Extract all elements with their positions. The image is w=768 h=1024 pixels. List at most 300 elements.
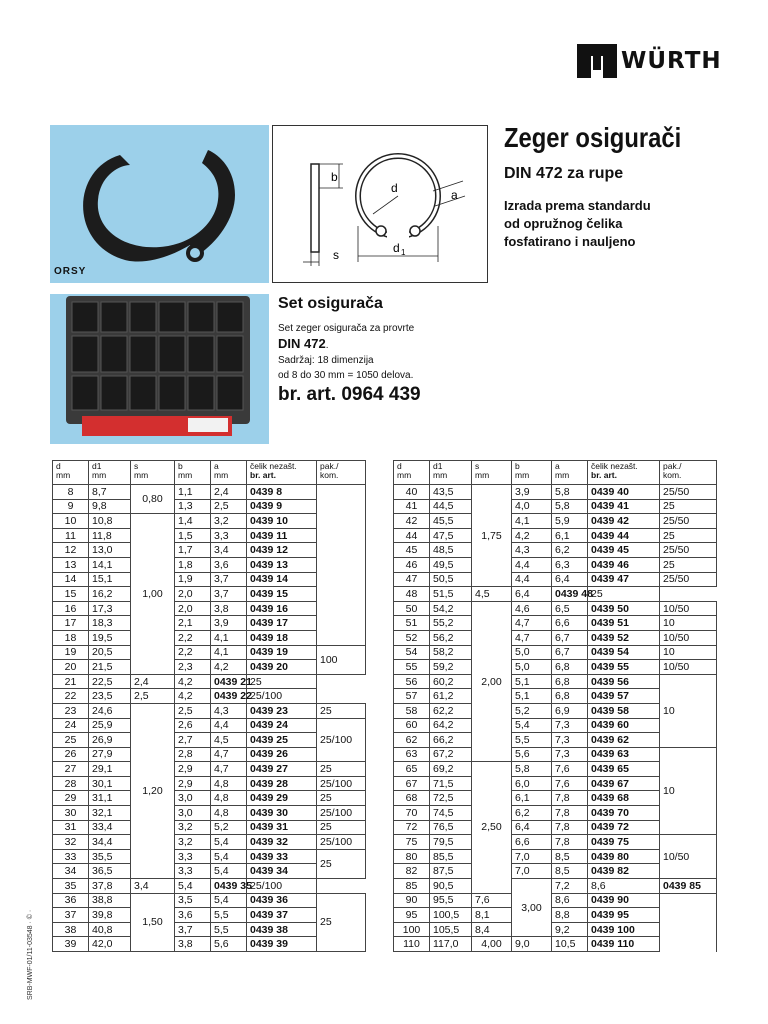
cell-a: 6,7 bbox=[552, 630, 588, 645]
cell-b: 5,5 bbox=[512, 733, 552, 748]
cell-art: 0439 16 bbox=[247, 601, 317, 616]
set-article-number: br. art. 0964 439 bbox=[278, 384, 421, 405]
cell-a: 6,1 bbox=[552, 528, 588, 543]
cell-a: 8,5 bbox=[552, 849, 588, 864]
cell-d1: 74,5 bbox=[430, 806, 472, 821]
column-header bbox=[552, 461, 588, 485]
column-header-unit: kom. bbox=[663, 470, 682, 480]
cell-a: 6,9 bbox=[552, 703, 588, 718]
cell-art: 0439 41 bbox=[588, 499, 660, 514]
set-line: od 8 do 30 mm = 1050 delova. bbox=[278, 370, 414, 381]
cell-art: 0439 58 bbox=[588, 703, 660, 718]
cell-d1: 85,5 bbox=[430, 849, 472, 864]
cell-s: 3,00 bbox=[512, 879, 552, 937]
column-header-unit: br. art. bbox=[591, 470, 617, 480]
cell-d: 34 bbox=[53, 864, 89, 879]
cell-b: 5,1 bbox=[512, 674, 552, 689]
cell-a: 4,8 bbox=[211, 806, 247, 821]
cell-d1: 45,5 bbox=[430, 514, 472, 529]
cell-d1: 23,5 bbox=[89, 689, 131, 704]
cell-d1: 24,6 bbox=[89, 703, 131, 718]
column-header bbox=[430, 461, 472, 485]
cell-pak: 25/50 bbox=[660, 572, 717, 587]
cell-art: 0439 27 bbox=[247, 762, 317, 777]
cell-pak: 25/100 bbox=[247, 879, 317, 894]
cell-b: 6,1 bbox=[512, 791, 552, 806]
set-din-suffix: . bbox=[325, 340, 329, 351]
cell-d1: 14,1 bbox=[89, 557, 131, 572]
cell-d1: 18,3 bbox=[89, 616, 131, 631]
cell-d: 58 bbox=[394, 703, 430, 718]
cell-d: 75 bbox=[394, 835, 430, 850]
cell-d: 23 bbox=[53, 703, 89, 718]
cell-b: 4,7 bbox=[512, 630, 552, 645]
cell-art: 0439 24 bbox=[247, 718, 317, 733]
table-header-row bbox=[53, 461, 366, 485]
column-header bbox=[512, 461, 552, 485]
cell-a: 6,8 bbox=[552, 689, 588, 704]
cell-d: 68 bbox=[394, 791, 430, 806]
cell-d: 40 bbox=[394, 485, 430, 500]
cell-d1: 76,5 bbox=[430, 820, 472, 835]
column-header bbox=[247, 461, 317, 485]
cell-d: 54 bbox=[394, 645, 430, 660]
cell-d1: 34,4 bbox=[89, 835, 131, 850]
column-header-label: a bbox=[214, 461, 219, 471]
column-header-label: pak./ bbox=[663, 461, 682, 471]
cell-s: 2,50 bbox=[472, 762, 512, 893]
cell-pak: 10/50 bbox=[660, 835, 717, 879]
table-row bbox=[53, 835, 366, 850]
cell-b: 2,9 bbox=[175, 776, 211, 791]
cell-a: 4,4 bbox=[211, 718, 247, 733]
cell-a: 6,7 bbox=[552, 645, 588, 660]
cell-d: 8 bbox=[53, 485, 89, 500]
cell-art: 0439 62 bbox=[588, 733, 660, 748]
cell-d: 100 bbox=[394, 922, 430, 937]
cell-d1: 44,5 bbox=[430, 499, 472, 514]
cell-d1: 58,2 bbox=[430, 645, 472, 660]
cell-d: 90 bbox=[394, 893, 430, 908]
column-header-label: s bbox=[475, 461, 480, 471]
cell-d1: 15,1 bbox=[89, 572, 131, 587]
cell-b: 3,8 bbox=[175, 937, 211, 952]
column-header bbox=[472, 461, 512, 485]
cell-art: 0439 11 bbox=[247, 528, 317, 543]
cell-d: 29 bbox=[53, 791, 89, 806]
cell-b: 8,4 bbox=[472, 922, 512, 937]
cell-d1: 25,9 bbox=[89, 718, 131, 733]
column-header-label: d1 bbox=[433, 461, 443, 471]
cell-a: 3,2 bbox=[211, 514, 247, 529]
cell-d: 17 bbox=[53, 616, 89, 631]
cell-d1: 105,5 bbox=[430, 922, 472, 937]
cell-a: 5,2 bbox=[211, 820, 247, 835]
cell-d1: 56,2 bbox=[430, 630, 472, 645]
description-line: od opružnog čelika bbox=[504, 216, 623, 231]
set-din-code: DIN 472 bbox=[278, 336, 326, 351]
cell-a: 7,3 bbox=[552, 718, 588, 733]
cell-art: 0439 29 bbox=[247, 791, 317, 806]
table-row bbox=[53, 674, 366, 689]
cell-art: 0439 35 bbox=[211, 879, 247, 894]
cell-d1: 36,5 bbox=[89, 864, 131, 879]
cell-b: 4,4 bbox=[512, 557, 552, 572]
cell-s: 1,00 bbox=[131, 514, 175, 675]
cell-d1: 9,8 bbox=[89, 499, 131, 514]
cell-d1: 71,5 bbox=[430, 776, 472, 791]
cell-a: 5,5 bbox=[211, 908, 247, 923]
cell-d1: 50,5 bbox=[430, 572, 472, 587]
table-row bbox=[53, 762, 366, 777]
cell-d1: 26,9 bbox=[89, 733, 131, 748]
cell-d1: 60,2 bbox=[430, 674, 472, 689]
column-header-unit: mm bbox=[134, 470, 149, 480]
cell-a: 6,8 bbox=[552, 674, 588, 689]
cell-pak: 10/50 bbox=[660, 630, 717, 645]
cell-a: 4,5 bbox=[211, 733, 247, 748]
cell-a: 4,3 bbox=[211, 703, 247, 718]
set-line: Set zeger osigurača za provrte bbox=[278, 323, 415, 334]
column-header-unit: mm bbox=[178, 470, 193, 480]
column-header-unit: mm bbox=[214, 470, 229, 480]
cell-a: 7,8 bbox=[552, 806, 588, 821]
label-s: s bbox=[333, 248, 339, 262]
cell-a: 6,2 bbox=[552, 543, 588, 558]
cell-d1: 31,1 bbox=[89, 791, 131, 806]
cell-a: 8,5 bbox=[552, 864, 588, 879]
table-row bbox=[53, 645, 366, 660]
cell-b: 2,1 bbox=[175, 616, 211, 631]
cell-a: 4,8 bbox=[211, 776, 247, 791]
cell-b: 5,6 bbox=[512, 747, 552, 762]
cell-d: 14 bbox=[53, 572, 89, 587]
column-header-unit: mm bbox=[433, 470, 448, 480]
cell-b: 9,0 bbox=[512, 937, 552, 952]
cell-d: 35 bbox=[53, 879, 89, 894]
cell-art: 0439 100 bbox=[588, 922, 660, 937]
cell-a: 3,9 bbox=[211, 616, 247, 631]
column-header-unit: br. art. bbox=[250, 470, 276, 480]
cell-d1: 11,8 bbox=[89, 528, 131, 543]
product-description bbox=[504, 197, 651, 251]
cell-b: 6,6 bbox=[512, 835, 552, 850]
cell-d: 67 bbox=[394, 776, 430, 791]
column-header bbox=[131, 461, 175, 485]
cell-art: 0439 75 bbox=[588, 835, 660, 850]
column-header-label: a bbox=[555, 461, 560, 471]
cell-d: 82 bbox=[394, 864, 430, 879]
column-header bbox=[660, 461, 717, 485]
table-row bbox=[394, 528, 717, 543]
cell-a: 9,2 bbox=[552, 922, 588, 937]
cell-a: 7,3 bbox=[552, 747, 588, 762]
cell-d: 51 bbox=[394, 616, 430, 631]
cell-b: 2,7 bbox=[175, 733, 211, 748]
cell-art: 0439 20 bbox=[247, 660, 317, 675]
cell-a: 5,5 bbox=[211, 922, 247, 937]
cell-d1: 8,7 bbox=[89, 485, 131, 500]
cell-d: 11 bbox=[53, 528, 89, 543]
cell-d1: 51,5 bbox=[430, 587, 472, 602]
product-standard: DIN 472 za rupe bbox=[504, 165, 624, 182]
cell-d1: 95,5 bbox=[430, 893, 472, 908]
page-title: Zeger osigurači bbox=[504, 122, 682, 153]
table-row bbox=[53, 849, 366, 864]
cell-b: 3,3 bbox=[175, 864, 211, 879]
cell-d: 13 bbox=[53, 557, 89, 572]
cell-pak: 10 bbox=[660, 674, 717, 747]
cell-a: 8,6 bbox=[552, 893, 588, 908]
cell-d1: 54,2 bbox=[430, 601, 472, 616]
cell-pak: 25/100 bbox=[317, 835, 366, 850]
cell-art: 0439 10 bbox=[247, 514, 317, 529]
cell-d: 65 bbox=[394, 762, 430, 777]
cell-d: 110 bbox=[394, 937, 430, 952]
cell-art: 0439 48 bbox=[552, 587, 588, 602]
cell-a: 3,6 bbox=[211, 557, 247, 572]
cell-b: 3,7 bbox=[175, 922, 211, 937]
cell-a: 8,8 bbox=[552, 908, 588, 923]
table-row bbox=[394, 660, 717, 675]
cell-s: 1,50 bbox=[131, 893, 175, 951]
table-body bbox=[53, 485, 366, 952]
cell-b: 3,5 bbox=[175, 893, 211, 908]
label-a: a bbox=[451, 188, 458, 202]
column-header bbox=[317, 461, 366, 485]
label-b: b bbox=[331, 170, 338, 184]
cell-d: 57 bbox=[394, 689, 430, 704]
table-row bbox=[53, 689, 366, 704]
cell-b: 7,0 bbox=[512, 849, 552, 864]
cell-b: 4,5 bbox=[472, 587, 512, 602]
cell-art: 0439 13 bbox=[247, 557, 317, 572]
cell-art: 0439 23 bbox=[247, 703, 317, 718]
cell-art: 0439 18 bbox=[247, 630, 317, 645]
cell-b: 5,0 bbox=[512, 645, 552, 660]
cell-d1: 66,2 bbox=[430, 733, 472, 748]
technical-drawing bbox=[272, 125, 488, 283]
label-d: d bbox=[391, 181, 398, 195]
cell-b: 2,9 bbox=[175, 762, 211, 777]
cell-d: 80 bbox=[394, 849, 430, 864]
cell-a: 5,4 bbox=[211, 835, 247, 850]
cell-b: 3,9 bbox=[512, 485, 552, 500]
cell-a: 5,8 bbox=[552, 499, 588, 514]
cell-a: 5,8 bbox=[552, 485, 588, 500]
cell-art: 0439 63 bbox=[588, 747, 660, 762]
cell-s: 4,00 bbox=[472, 937, 512, 952]
cell-pak: 25 bbox=[317, 791, 366, 806]
table-row bbox=[394, 601, 717, 616]
assortment-box-icon bbox=[50, 294, 269, 444]
cell-art: 0439 8 bbox=[247, 485, 317, 500]
cell-d1: 62,2 bbox=[430, 703, 472, 718]
cell-b: 8,1 bbox=[472, 908, 512, 923]
cell-art: 0439 44 bbox=[588, 528, 660, 543]
cell-art: 0439 46 bbox=[588, 557, 660, 572]
cell-art: 0439 80 bbox=[588, 849, 660, 864]
cell-a: 6,5 bbox=[552, 601, 588, 616]
cell-d: 52 bbox=[394, 630, 430, 645]
cell-a: 5,4 bbox=[211, 864, 247, 879]
cell-art: 0439 21 bbox=[211, 674, 247, 689]
cell-d1: 61,2 bbox=[430, 689, 472, 704]
table-row bbox=[53, 718, 366, 733]
table-row bbox=[53, 791, 366, 806]
column-header bbox=[175, 461, 211, 485]
cell-b: 3,4 bbox=[131, 879, 175, 894]
cell-art: 0439 42 bbox=[588, 514, 660, 529]
cell-b: 2,8 bbox=[175, 747, 211, 762]
cell-b: 2,5 bbox=[175, 703, 211, 718]
cell-d1: 48,5 bbox=[430, 543, 472, 558]
cell-art: 0439 17 bbox=[247, 616, 317, 631]
cell-a: 7,8 bbox=[552, 791, 588, 806]
cell-a: 6,3 bbox=[552, 557, 588, 572]
cell-a: 6,4 bbox=[512, 587, 552, 602]
cell-art: 0439 110 bbox=[588, 937, 660, 952]
cell-art: 0439 32 bbox=[247, 835, 317, 850]
cell-d: 44 bbox=[394, 528, 430, 543]
cell-a: 7,6 bbox=[552, 762, 588, 777]
cell-art: 0439 33 bbox=[247, 849, 317, 864]
cell-b: 3,0 bbox=[175, 791, 211, 806]
ring-drawing-icon bbox=[273, 126, 487, 282]
table-row bbox=[394, 747, 717, 762]
column-header bbox=[211, 461, 247, 485]
cell-b: 1,9 bbox=[175, 572, 211, 587]
cell-art: 0439 72 bbox=[588, 820, 660, 835]
table-row bbox=[394, 572, 717, 587]
table-row bbox=[394, 893, 717, 908]
wurth-logo-icon bbox=[577, 44, 617, 78]
cell-d: 33 bbox=[53, 849, 89, 864]
cell-d: 32 bbox=[53, 835, 89, 850]
table-row bbox=[394, 543, 717, 558]
cell-art: 0439 9 bbox=[247, 499, 317, 514]
cell-b: 1,8 bbox=[175, 557, 211, 572]
cell-d1: 64,2 bbox=[430, 718, 472, 733]
cell-b: 4,0 bbox=[512, 499, 552, 514]
cell-art: 0439 39 bbox=[247, 937, 317, 952]
side-code: SRB-MWF-01/11-03548 · © · bbox=[27, 909, 34, 1000]
cell-art: 0439 25 bbox=[247, 733, 317, 748]
cell-b: 5,1 bbox=[512, 689, 552, 704]
cell-d: 46 bbox=[394, 557, 430, 572]
cell-d1: 29,1 bbox=[89, 762, 131, 777]
cell-d1: 35,5 bbox=[89, 849, 131, 864]
cell-a: 4,2 bbox=[175, 674, 211, 689]
table-row bbox=[394, 835, 717, 850]
cell-art: 0439 40 bbox=[588, 485, 660, 500]
cell-a: 7,8 bbox=[552, 820, 588, 835]
cell-art: 0439 85 bbox=[660, 879, 717, 894]
cell-pak: 25/100 bbox=[247, 689, 317, 704]
column-header-label: čelik nezašt. bbox=[250, 461, 297, 471]
spec-table-right bbox=[393, 460, 717, 952]
cell-pak: 10/50 bbox=[660, 601, 717, 616]
cell-s: 0,80 bbox=[131, 485, 175, 514]
cell-a: 10,5 bbox=[552, 937, 588, 952]
column-header-label: b bbox=[178, 461, 183, 471]
cell-d: 42 bbox=[394, 514, 430, 529]
table-row bbox=[394, 616, 717, 631]
cell-d1: 30,1 bbox=[89, 776, 131, 791]
cell-d1: 79,5 bbox=[430, 835, 472, 850]
column-header-unit: mm bbox=[92, 470, 107, 480]
column-header-label: d bbox=[397, 461, 402, 471]
cell-d: 48 bbox=[394, 587, 430, 602]
cell-d1: 67,2 bbox=[430, 747, 472, 762]
cell-d1: 21,5 bbox=[89, 660, 131, 675]
cell-art: 0439 82 bbox=[588, 864, 660, 879]
cell-d: 95 bbox=[394, 908, 430, 923]
cell-d1: 59,2 bbox=[430, 660, 472, 675]
column-header bbox=[89, 461, 131, 485]
cell-d: 16 bbox=[53, 601, 89, 616]
cell-b: 1,5 bbox=[175, 528, 211, 543]
cell-pak: 25 bbox=[247, 674, 317, 689]
cell-a: 3,8 bbox=[211, 601, 247, 616]
table-row bbox=[394, 645, 717, 660]
cell-b: 2,0 bbox=[175, 601, 211, 616]
cell-pak: 25 bbox=[317, 703, 366, 718]
cell-pak: 100 bbox=[317, 645, 366, 674]
cell-b: 3,2 bbox=[175, 820, 211, 835]
cell-pak: 25/50 bbox=[660, 514, 717, 529]
cell-d: 63 bbox=[394, 747, 430, 762]
table-row bbox=[53, 485, 366, 500]
cell-d: 30 bbox=[53, 806, 89, 821]
cell-d1: 42,0 bbox=[89, 937, 131, 952]
column-header-unit: mm bbox=[515, 470, 530, 480]
label-d1: d bbox=[393, 241, 400, 255]
cell-b: 7,6 bbox=[472, 893, 512, 908]
set-title: Set osigurača bbox=[278, 295, 383, 312]
cell-pak: 25/100 bbox=[317, 718, 366, 762]
cell-b: 2,2 bbox=[175, 630, 211, 645]
column-header-label: d bbox=[56, 461, 61, 471]
cell-d1: 40,8 bbox=[89, 922, 131, 937]
cell-pak: 10 bbox=[660, 616, 717, 631]
cell-d: 15 bbox=[53, 587, 89, 602]
cell-pak: 25 bbox=[317, 893, 366, 951]
cell-d: 31 bbox=[53, 820, 89, 835]
cell-b: 1,4 bbox=[175, 514, 211, 529]
cell-pak: 25/100 bbox=[317, 776, 366, 791]
cell-d: 47 bbox=[394, 572, 430, 587]
cell-a: 3,7 bbox=[211, 587, 247, 602]
cell-a: 6,8 bbox=[552, 660, 588, 675]
cell-art: 0439 90 bbox=[588, 893, 660, 908]
column-header bbox=[394, 461, 430, 485]
cell-d: 45 bbox=[394, 543, 430, 558]
cell-art: 0439 15 bbox=[247, 587, 317, 602]
cell-d1: 72,5 bbox=[430, 791, 472, 806]
product-photo-ring bbox=[50, 125, 269, 283]
cell-pak: 10 bbox=[660, 747, 717, 835]
cell-d: 25 bbox=[53, 733, 89, 748]
table-row bbox=[394, 908, 717, 923]
cell-a: 5,4 bbox=[175, 879, 211, 894]
table-row bbox=[394, 557, 717, 572]
cell-b: 7,0 bbox=[512, 864, 552, 879]
brand-name: WÜRTH bbox=[621, 48, 722, 74]
cell-d: 24 bbox=[53, 718, 89, 733]
cell-pak: 10/50 bbox=[660, 660, 717, 675]
table-row bbox=[394, 587, 717, 602]
